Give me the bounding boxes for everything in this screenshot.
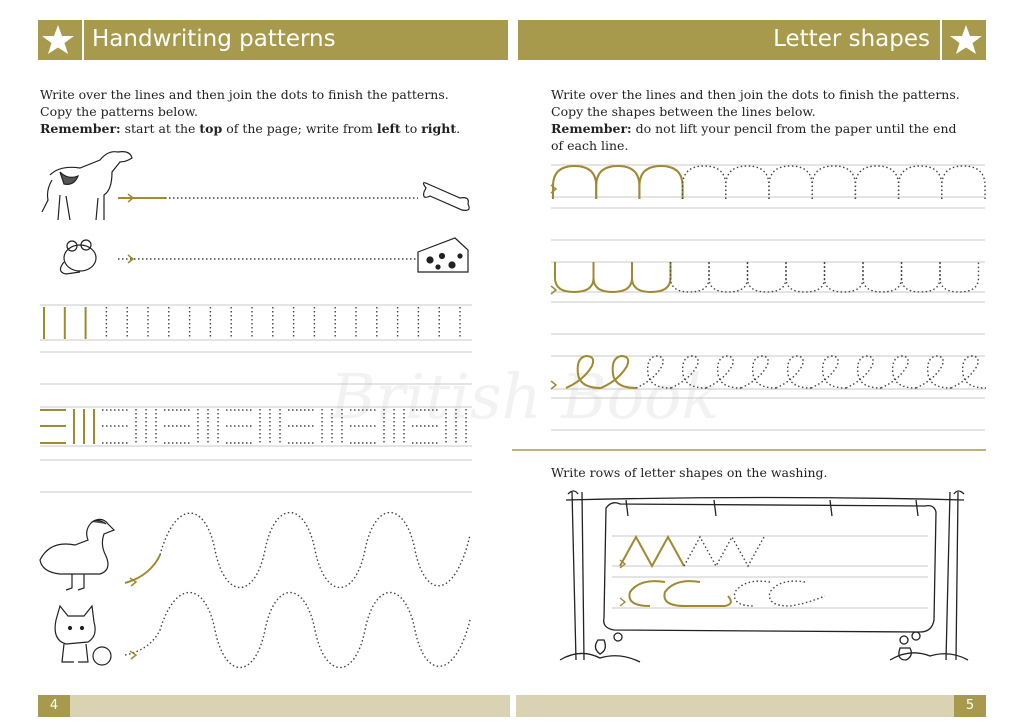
arch-stroke	[553, 166, 596, 199]
comb-unit	[412, 409, 466, 444]
guide-lines	[551, 165, 985, 430]
washing-guide-lines	[612, 536, 928, 608]
instruction-line: Copy the shapes between the lines below.	[551, 104, 816, 119]
duck-icon	[40, 519, 114, 590]
remember-line: Remember: do not lift your pencil from the paper until the end	[551, 121, 957, 136]
left-page-footer	[38, 695, 510, 717]
arrow-icon	[620, 598, 625, 606]
cup-stroke	[786, 262, 825, 292]
loop-stroke	[706, 356, 741, 388]
right-page-footer	[516, 695, 986, 717]
comb-unit	[350, 409, 404, 444]
loop-stroke	[671, 356, 706, 388]
cup-stroke	[825, 262, 864, 292]
arrow-icon	[551, 286, 556, 294]
arrow-icon	[551, 381, 556, 389]
instruction-line: Copy the patterns below.	[40, 104, 198, 119]
cup-stroke	[863, 262, 902, 292]
cup-stroke	[632, 262, 671, 292]
comb-unit	[164, 409, 218, 444]
traced-zigzag	[620, 537, 684, 566]
instruction-line: Write over the lines and then join the dots to finish the patterns.	[40, 87, 449, 102]
loop-stroke	[881, 356, 916, 388]
page-number: 4	[38, 695, 70, 717]
comb-pattern	[40, 409, 466, 444]
arch-stroke	[639, 166, 682, 199]
vertical-line-pattern	[44, 307, 460, 339]
cup-stroke	[940, 262, 979, 292]
arrow-icon	[130, 651, 136, 659]
loop-pattern	[566, 356, 986, 388]
cup-stroke	[555, 262, 594, 292]
remember-line: Remember: start at the top of the page; write from left to right.	[40, 121, 461, 136]
traced-c-shapes	[629, 581, 730, 606]
loop-stroke	[601, 356, 636, 388]
arch-stroke	[899, 166, 942, 199]
arch-stroke	[596, 166, 639, 199]
cat-icon	[55, 606, 111, 665]
instruction-line: Write over the lines and then join the dots to finish the patterns.	[551, 87, 960, 102]
loop-stroke	[776, 356, 811, 388]
loop-stroke	[846, 356, 881, 388]
cup-stroke	[748, 262, 787, 292]
arch-stroke	[942, 166, 985, 199]
comb-unit	[226, 409, 280, 444]
loop-stroke	[951, 356, 986, 388]
remember-line: of each line.	[551, 138, 629, 153]
comb-unit	[40, 409, 94, 444]
washing-instruction: Write rows of letter shapes on the washing.	[551, 465, 828, 480]
arch-stroke	[726, 166, 769, 199]
loop-stroke	[636, 356, 671, 388]
dotted-c-shapes	[734, 581, 825, 606]
cup-pattern	[555, 262, 979, 292]
comb-unit	[288, 409, 342, 444]
arch-pattern	[553, 166, 985, 199]
watermark: British Book	[330, 360, 720, 433]
loop-stroke	[566, 356, 601, 388]
cup-stroke	[594, 262, 633, 292]
guide-lines	[40, 305, 472, 492]
mouse-icon	[60, 240, 96, 274]
dotted-zigzag	[684, 537, 764, 566]
arch-stroke	[855, 166, 898, 199]
cup-stroke	[709, 262, 748, 292]
arch-stroke	[683, 166, 726, 199]
arch-stroke	[769, 166, 812, 199]
bone-icon	[423, 183, 469, 211]
loop-stroke	[916, 356, 951, 388]
comb-unit	[102, 409, 156, 444]
arch-stroke	[812, 166, 855, 199]
dog-icon	[42, 152, 132, 220]
cup-stroke	[671, 262, 710, 292]
loop-stroke	[811, 356, 846, 388]
loop-stroke	[741, 356, 776, 388]
page-title: Letter shapes	[773, 26, 930, 52]
page-title: Handwriting patterns	[92, 26, 336, 52]
page-number: 5	[954, 695, 986, 717]
cup-stroke	[902, 262, 941, 292]
cheese-icon	[418, 238, 468, 272]
dotted-wave	[160, 513, 470, 588]
dotted-wave	[125, 593, 470, 668]
